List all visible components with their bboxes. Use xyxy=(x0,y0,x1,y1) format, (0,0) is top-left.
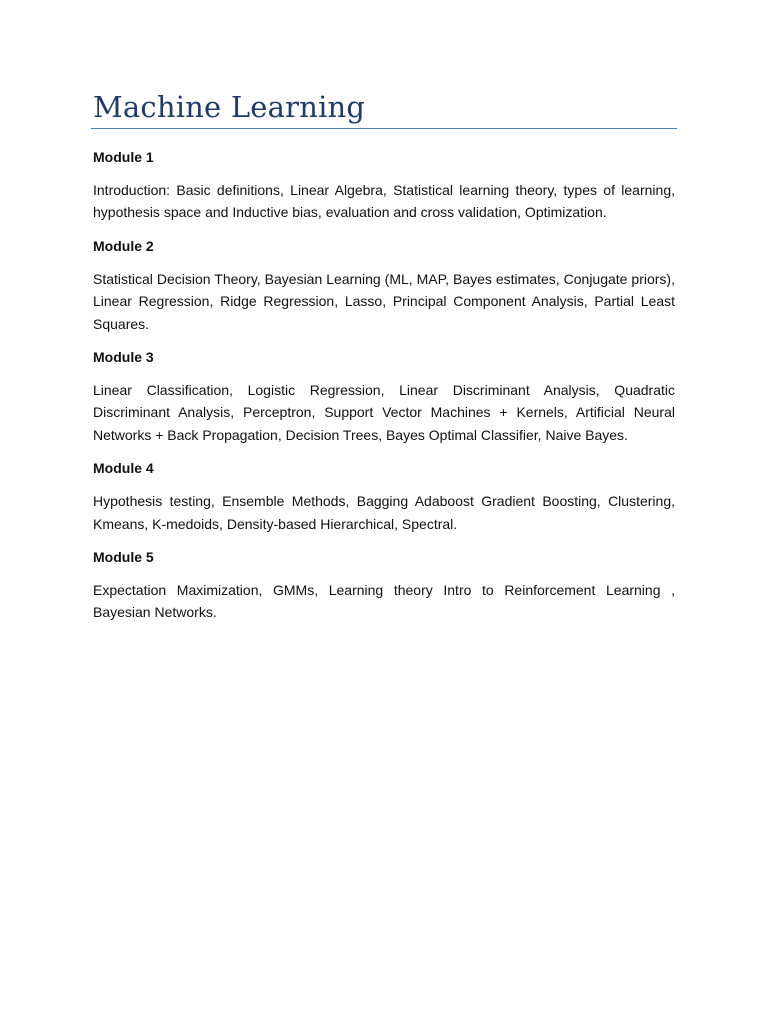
module-heading: Module 3 xyxy=(93,349,154,366)
module-section-4 xyxy=(93,457,675,535)
document-page xyxy=(93,0,675,621)
module-heading: Module 5 xyxy=(93,549,154,566)
module-description: Linear Classification, Logistic Regression, Linear Discriminant Analysis, Quadratic Discriminant Analysis, Perceptron, Support Vector Machines + Kernels, Artificial Neural Networks + Back Propagation, Decision Trees, Bayes Optimal Classifier, Naive Bayes. xyxy=(93,382,675,443)
module-description: Hypothesis testing, Ensemble Methods, Bagging Adaboost Gradient Boosting, Clustering, Kmeans, K-medoids, Density-based Hierarchical, Spectral. xyxy=(93,493,675,532)
module-heading: Module 1 xyxy=(93,149,154,165)
module-list xyxy=(93,146,675,635)
module-description: Statistical Decision Theory, Bayesian Learning (ML, MAP, Bayes estimates, Conjugate priors), Linear Regression, Ridge Regression, Lasso, Principal Component Analysis, Partial Least Squares. xyxy=(93,270,675,332)
module-heading: Module 2 xyxy=(93,237,154,254)
module-heading: Module 4 xyxy=(93,460,154,477)
module-description: Introduction: Basic definitions, Linear Algebra, Statistical learning theory, types of learning, hypothesis space and Inductive bias, evaluation and cross validation, Optimization. xyxy=(93,182,675,221)
module-section-2 xyxy=(93,235,675,335)
module-section-5 xyxy=(93,546,675,624)
page-title: Machine Learning xyxy=(93,90,366,124)
module-section-1 xyxy=(93,146,675,224)
module-description: Expectation Maximization, GMMs, Learning theory Intro to Reinforcement Learning , Bayesian Networks. xyxy=(93,582,675,621)
title-underline-divider xyxy=(91,128,677,129)
module-section-3 xyxy=(93,346,675,446)
